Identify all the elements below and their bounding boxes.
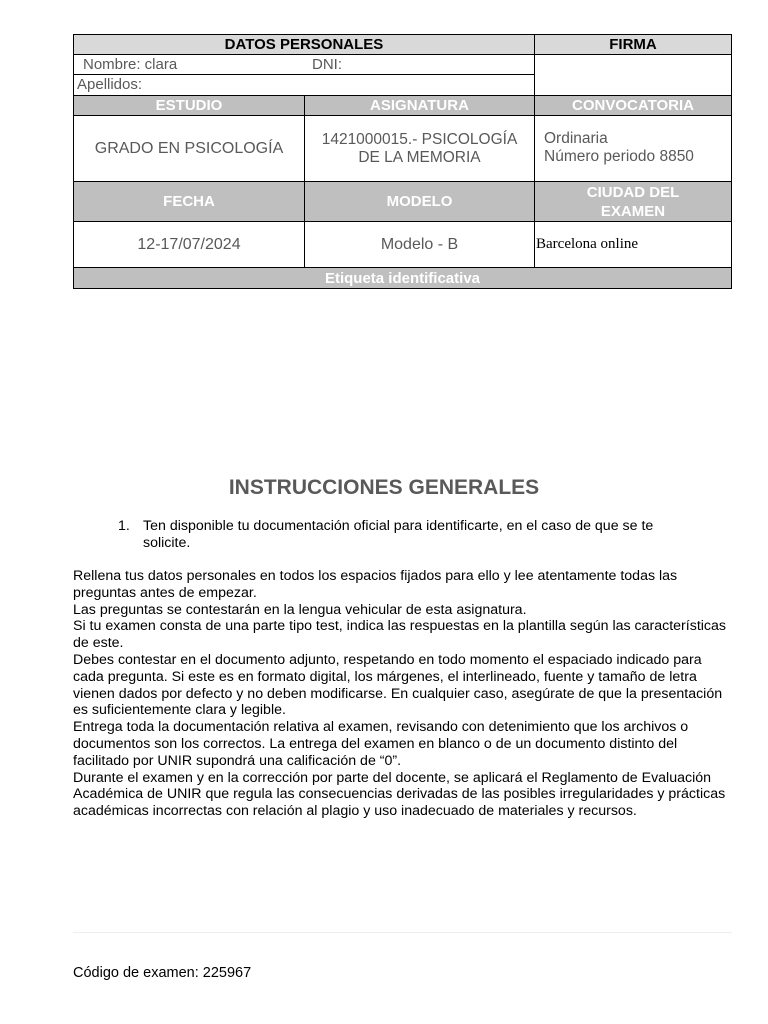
firma-box[interactable] xyxy=(534,54,732,96)
fecha-cell xyxy=(73,221,305,268)
ciudad-label-line1: CIUDAD DEL xyxy=(586,183,680,201)
instructions-body xyxy=(73,568,735,820)
firma-header xyxy=(534,34,732,55)
convocatoria-label: CONVOCATORIA xyxy=(572,97,694,114)
ciudad-value: Barcelona online xyxy=(536,236,639,252)
apellidos-row xyxy=(73,74,535,96)
instruction-paragraph: Si tu examen consta de una parte tipo test, indica las respuestas en la plantilla según las características de este. xyxy=(73,618,726,652)
convocatoria-value-line2: Número periodo 8850 xyxy=(544,148,694,165)
ciudad-cell xyxy=(534,221,732,268)
nombre-row xyxy=(73,54,535,75)
modelo-cell xyxy=(304,221,535,268)
fecha-label: FECHA xyxy=(163,193,215,210)
modelo-value: Modelo - B xyxy=(380,235,459,253)
apellidos-field[interactable]: Apellidos: xyxy=(77,76,143,93)
estudio-header xyxy=(73,95,305,116)
etiqueta-label: Etiqueta identificativa xyxy=(324,269,481,287)
convocatoria-cell xyxy=(534,115,732,182)
exam-code: Código de examen: 225967 xyxy=(73,965,252,981)
instruction-paragraph: Las preguntas se contestarán en la lengua vehicular de esta asignatura. xyxy=(73,601,527,618)
instruction-item-line1: Ten disponible tu documentación oficial para identificarte, en el caso de que se te xyxy=(143,518,654,534)
datos-personales-label: DATOS PERSONALES xyxy=(224,36,384,53)
asignatura-label: ASIGNATURA xyxy=(370,97,469,114)
asignatura-value-line1: 1421000015.- PSICOLOGÍA xyxy=(321,130,518,148)
instruction-paragraph: Debes contestar en el documento adjunto, respetando en todo momento el espaciado indicado para cada pregunta. Si este es en formato digital, los márgenes, el interlineado, fuente y tamaño de letra vienen dados por defecto y no deben modificarse. En cualquier caso, asegúrate de que la presentación es suficientemente clara y legible. xyxy=(73,651,723,719)
modelo-header xyxy=(304,181,535,222)
fecha-header xyxy=(73,181,305,222)
instruction-item-line2: solicite. xyxy=(143,534,191,551)
asignatura-cell xyxy=(304,115,535,182)
estudio-cell xyxy=(73,115,305,182)
estudio-value: GRADO EN PSICOLOGÍA xyxy=(94,139,284,157)
instruction-paragraph: Durante el examen y en la corrección por parte del docente, se aplicará el Reglamento de Evaluación Académica de UNIR que regula las consecuencias derivadas de las posibles irregularidades y prácticas académicas incorrectas con relación al plagio y uso inadecuado de materiales y recursos. xyxy=(73,769,726,820)
convocatoria-header xyxy=(534,95,732,116)
nombre-field[interactable]: Nombre: clara xyxy=(83,56,178,73)
instructions-title: INSTRUCCIONES GENERALES xyxy=(228,476,540,499)
fecha-value: 12-17/07/2024 xyxy=(137,235,241,253)
estudio-label: ESTUDIO xyxy=(155,97,223,114)
ciudad-label-line2: EXAMEN xyxy=(600,202,666,220)
ciudad-header xyxy=(534,181,732,222)
footer-divider xyxy=(73,932,732,933)
instruction-paragraph: Rellena tus datos personales en todos los espacios fijados para ello y lee atentamente todas las preguntas antes de empezar. xyxy=(73,568,678,601)
asignatura-header xyxy=(304,95,535,116)
convocatoria-value-line1: Ordinaria xyxy=(544,130,608,147)
asignatura-value-line2: DE LA MEMORIA xyxy=(358,148,481,166)
modelo-label: MODELO xyxy=(386,193,453,210)
firma-label: FIRMA xyxy=(609,36,657,53)
instruction-item-number: 1. xyxy=(118,518,130,534)
instruction-paragraph: Entrega toda la documentación relativa al examen, revisando con detenimiento que los archivos o documentos son los correctos. La entrega del examen en blanco o de un documento distinto del facilitado por UNIR supondrá una calificación de “0”. xyxy=(73,719,689,769)
etiqueta-identificativa-bar xyxy=(73,267,732,289)
dni-field[interactable]: DNI: xyxy=(312,56,342,73)
datos-personales-header xyxy=(73,34,535,55)
instruction-item-1 xyxy=(118,518,718,552)
